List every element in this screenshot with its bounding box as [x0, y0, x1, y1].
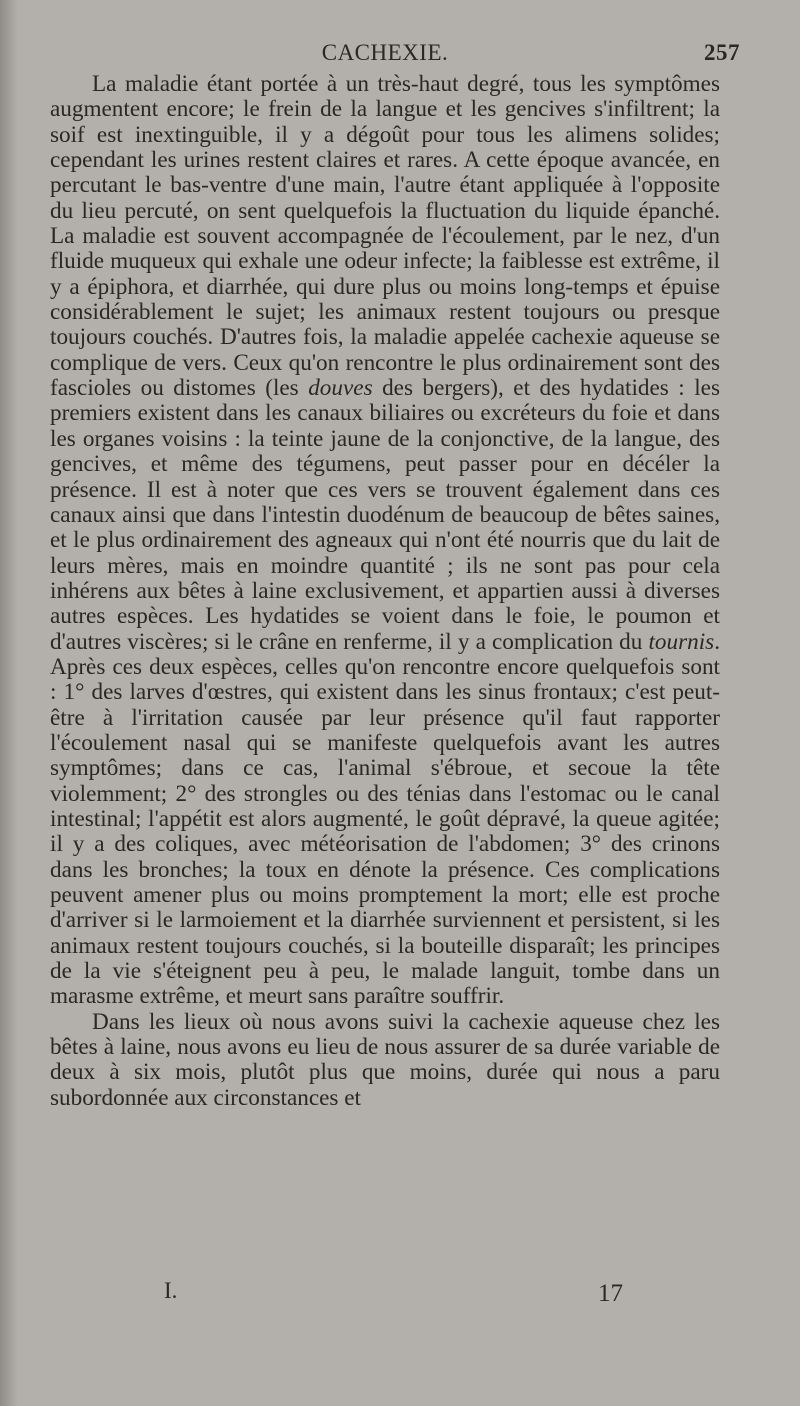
running-title: CACHEXIE.	[321, 40, 449, 65]
paragraph-2	[50, 1010, 720, 1111]
signature-mark: I.	[164, 1278, 178, 1303]
page-header	[50, 38, 740, 72]
italic-term-douves: douves	[308, 375, 373, 402]
page-footer	[50, 1278, 720, 1318]
text-segment: des bergers), et des hydatides : les premiers existent dans les canaux biliaires ou excréteurs du foie et dans les organes voisins : la teinte jaune de la conjonctive, de la langue, des gencives, et même des tégumens, peut passer pour en décéler la présence. Il est à noter que ces vers se trouvent également dans ces canaux ainsi que dans l'intestin duodénum de beaucoup de bêtes saines, et le plus ordinairement des agneaux qui n'ont été nourris que du lait de leurs mères, mais en moindre quantité ; ils ne sont pas pour cela inhérens aux bêtes à laine exclusivement, et appartien aussi à diverses autres espèces. Les hydatides se voient dans le foie, le poumon et d'autres viscères; si le crâne en renferme, il y a complication du	[50, 375, 720, 655]
text-segment: La maladie étant portée à un très-haut degré, tous les symptômes augmentent encore; le frein de la langue et les gencives s'infiltrent; la soif est inextinguible, il y a dégoût pour tous les alimens solides; cependant les urines restent claires et rares. A cette époque avancée, en percutant le bas-ventre d'une main, l'autre étant appliquée à l'opposite du lieu percuté, on sent quelquefois la fluctuation du liquide épanché. La maladie est souvent accompagnée de l'écoulement, par le nez, d'un fluide muqueux qui exhale une odeur infecte; la faiblesse est extrême, il y a épiphora, et diarrhée, qui dure plus ou moins long-temps et épuise considérablement le sujet; les animaux restent toujours ou presque toujours couchés. D'autres fois, la maladie appelée cachexie aqueuse se complique de vers. Ceux qu'on rencontre le plus ordinairement sont des fascioles ou distomes (les	[50, 71, 720, 402]
page-edge-shadow	[0, 0, 18, 1406]
page-number: 257	[704, 40, 740, 65]
book-page	[50, 38, 740, 1307]
body-text	[50, 72, 720, 1111]
italic-term-tournis: tournis	[648, 628, 715, 655]
text-segment: . Après ces deux espèces, celles qu'on rencontre encore quelquefois sont : 1° des larves d'œstres, qui existent dans les sinus frontaux; c'est peut-être à l'irritation causée par leur présence qu'il faut rapporter l'écoulement nasal qui se manifeste quelquefois avant les autres symptômes; dans ce cas, l'animal s'ébroue, et secoue la tête violemment; 2° des strongles ou des ténias dans l'estomac ou le canal intestinal; l'appétit est alors augmenté, le goût dépravé, la queue agitée; il y a des coliques, avec météorisation de l'abdomen; 3° des crinons dans les bronches; la toux en dénote la présence. Ces complications peuvent amener plus ou moins promptement la mort; elle est proche d'arriver si le larmoiement et la diarrhée surviennent et persistent, si les animaux restent toujours couchés, si la bouteille disparaît; les principes de la vie s'éteignent peu à peu, le malade languit, tombe dans un marasme extrême, et meurt sans paraître souffrir.	[50, 628, 720, 1010]
text-segment: Dans les lieux où nous avons suivi la cachexie aqueuse chez les bêtes à laine, nous avons eu lieu de nous assurer de sa durée variable de deux à six mois, plutôt plus que moins, durée qui nous a paru subordonnée aux circonstances et	[50, 1008, 720, 1111]
paragraph-1	[50, 72, 720, 1010]
sheet-number: 17	[598, 1280, 623, 1307]
